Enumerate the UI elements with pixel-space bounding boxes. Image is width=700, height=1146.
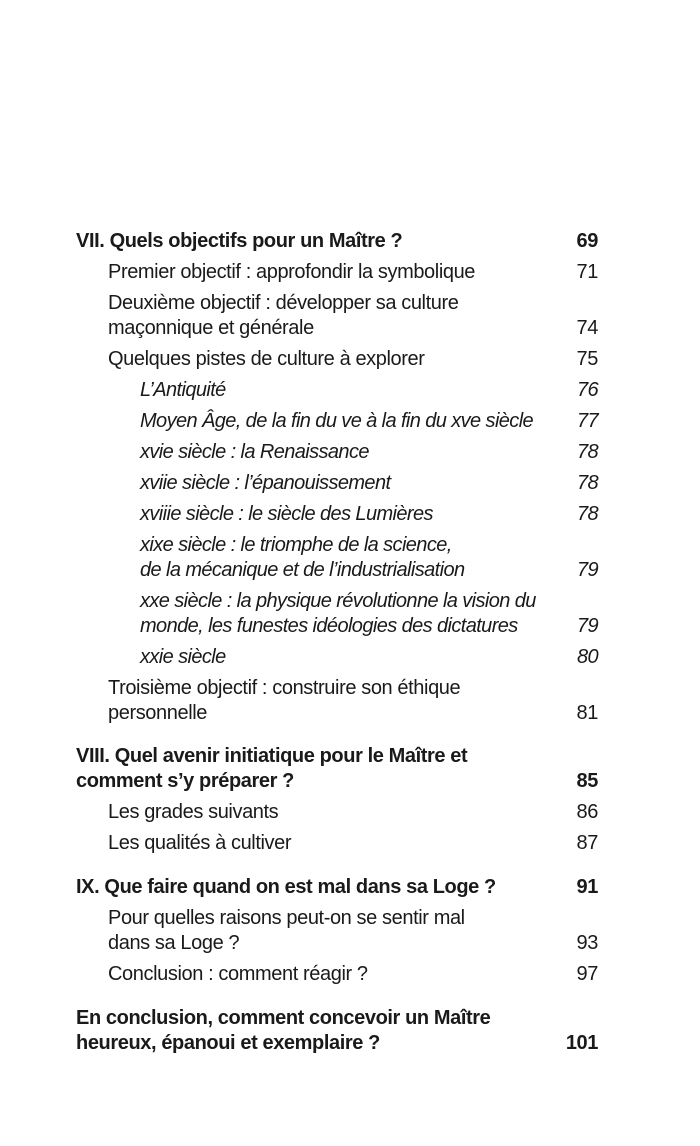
- toc-entry: [108, 676, 598, 726]
- toc-entry-page: 79: [576, 559, 598, 581]
- toc-subentry: [140, 502, 598, 527]
- toc-entry-page: 79: [576, 615, 598, 637]
- toc-entry-title: xixe siècle : le triomphe de la science, de la mécanique et de l’industrialisation: [140, 534, 465, 581]
- toc-entry-page: 81: [576, 702, 598, 724]
- toc-entry-title: Les grades suivants: [108, 801, 279, 823]
- toc-chapter-viii: [76, 744, 598, 794]
- toc-entry-title: Pour quelles raisons peut-on se sentir mal dans sa Loge ?: [108, 907, 465, 954]
- toc-entry-title: Premier objectif : approfondir la symbolique: [108, 261, 476, 283]
- toc-subentry: [140, 440, 598, 465]
- toc-entry-page: 91: [576, 876, 598, 898]
- toc-entry-page: 75: [576, 348, 598, 370]
- toc-entry-title: Les qualités à cultiver: [108, 832, 292, 854]
- toc-entry-page: 77: [576, 410, 598, 432]
- toc-entry-title: Moyen Âge, de la fin du ve à la fin du xve siècle: [140, 410, 534, 432]
- toc-entry-title: En conclusion, comment concevoir un Maître heureux, épanoui et exemplaire ?: [76, 1007, 491, 1054]
- toc-entry: [108, 800, 598, 825]
- toc-entry-page: 86: [576, 801, 598, 823]
- toc-subentry: [140, 589, 598, 639]
- toc-entry-title: Troisième objectif : construire son éthique personnelle: [108, 677, 461, 724]
- toc-entry-page: 97: [576, 963, 598, 985]
- toc-entry-title: xvie siècle : la Renaissance: [140, 441, 369, 463]
- toc-entry-title: L’Antiquité: [140, 379, 226, 401]
- table-of-contents: [76, 0, 598, 1146]
- toc-entry-page: 76: [576, 379, 598, 401]
- toc-entry-title: xxe siècle : la physique révolutionne la vision du monde, les funestes idéologies des dictatures: [140, 590, 536, 637]
- toc-entry-page: 78: [576, 441, 598, 463]
- toc-subentry: [140, 471, 598, 496]
- toc-entry-page: 93: [576, 932, 598, 954]
- toc-entry: [108, 906, 598, 956]
- toc-chapter-vii: [76, 229, 598, 254]
- toc-entry-page: 101: [565, 1032, 598, 1054]
- toc-entry-title: VIII. Quel avenir initiatique pour le Maître et comment s’y préparer ?: [76, 745, 468, 792]
- toc-entry-title: IX. Que faire quand on est mal dans sa Loge ?: [76, 876, 496, 898]
- toc-conclusion: [76, 1006, 598, 1056]
- toc-entry-title: Quelques pistes de culture à explorer: [108, 348, 425, 370]
- toc-entry: [108, 291, 598, 341]
- toc-entry: [108, 347, 598, 372]
- toc-entry-page: 80: [576, 646, 598, 668]
- toc-entry-page: 71: [576, 261, 598, 283]
- toc-entry-page: 78: [576, 503, 598, 525]
- toc-entry-title: xviiie siècle : le siècle des Lumières: [140, 503, 433, 525]
- toc-entry-title: Conclusion : comment réagir ?: [108, 963, 368, 985]
- toc-entry: [108, 831, 598, 856]
- toc-entry: [108, 962, 598, 987]
- toc-entry-page: 78: [576, 472, 598, 494]
- toc-entry-page: 87: [576, 832, 598, 854]
- toc-chapter-ix: [76, 875, 598, 900]
- toc-entry-title: VII. Quels objectifs pour un Maître ?: [76, 230, 403, 252]
- toc-subentry: [140, 533, 598, 583]
- toc-entry-title: xviie siècle : l’épanouissement: [140, 472, 391, 494]
- toc-entry-page: 85: [576, 770, 598, 792]
- toc-entry-page: 74: [576, 317, 598, 339]
- toc-entry-title: Deuxième objectif : développer sa culture maçonnique et générale: [108, 292, 459, 339]
- toc-subentry: [140, 645, 598, 670]
- toc-entry-title: xxie siècle: [140, 646, 226, 668]
- toc-entry: [108, 260, 598, 285]
- toc-subentry: [140, 378, 598, 403]
- toc-subentry: [140, 409, 598, 434]
- toc-entry-page: 69: [576, 230, 598, 252]
